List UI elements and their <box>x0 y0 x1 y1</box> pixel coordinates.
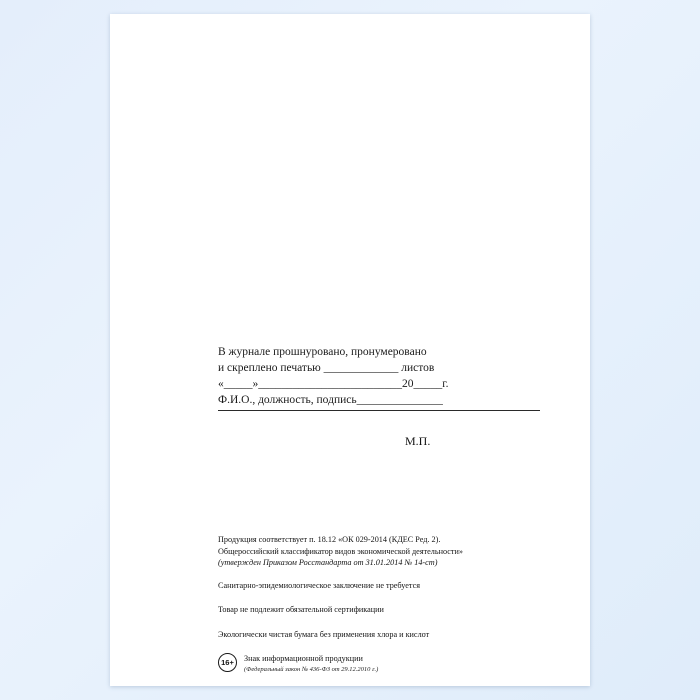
paper-note: Экологически чистая бумага без применения хлора и кислот <box>218 629 430 639</box>
certification-line-2: и скреплено печатью _____________ листов <box>218 362 435 374</box>
mark-subtitle: (Федеральный закон № 436-ФЗ от 29.12.2010 г.) <box>244 666 379 673</box>
product-compliance-line-3: (утвержден Приказом Росстандарта от 31.01.2014 № 14-ст) <box>218 558 438 567</box>
product-compliance-line-1: Продукция соответствует п. 18.12 «ОК 029-2014 (КДЕС Ред. 2). <box>218 535 441 544</box>
legal-block <box>218 534 558 674</box>
sanitary-note: Санитарно-эпидемиологическое заключение не требуется <box>218 580 420 590</box>
product-compliance-line-2: Общероссийский классификатор видов экономической деятельности» <box>218 546 463 556</box>
certification-line-3: «_____»_________________________20_____г. <box>218 378 449 390</box>
certification-line-4: Ф.И.О., должность, подпись_______________ <box>218 394 443 406</box>
document-body <box>110 14 590 686</box>
age-rating-icon: 16+ <box>218 653 237 672</box>
certification-line-1: В журнале прошнуровано, пронумеровано <box>218 346 427 358</box>
mark-title: Знак информационной продукции <box>244 654 363 663</box>
information-product-mark <box>218 653 558 674</box>
certification-note: Товар не подлежит обязательной сертификации <box>218 605 384 614</box>
certification-block <box>218 344 548 411</box>
signature-rule <box>218 410 540 411</box>
mark-text <box>244 653 378 674</box>
product-compliance-paragraph <box>218 534 558 569</box>
seal-label: М.П. <box>405 434 431 448</box>
document-page <box>110 14 590 686</box>
